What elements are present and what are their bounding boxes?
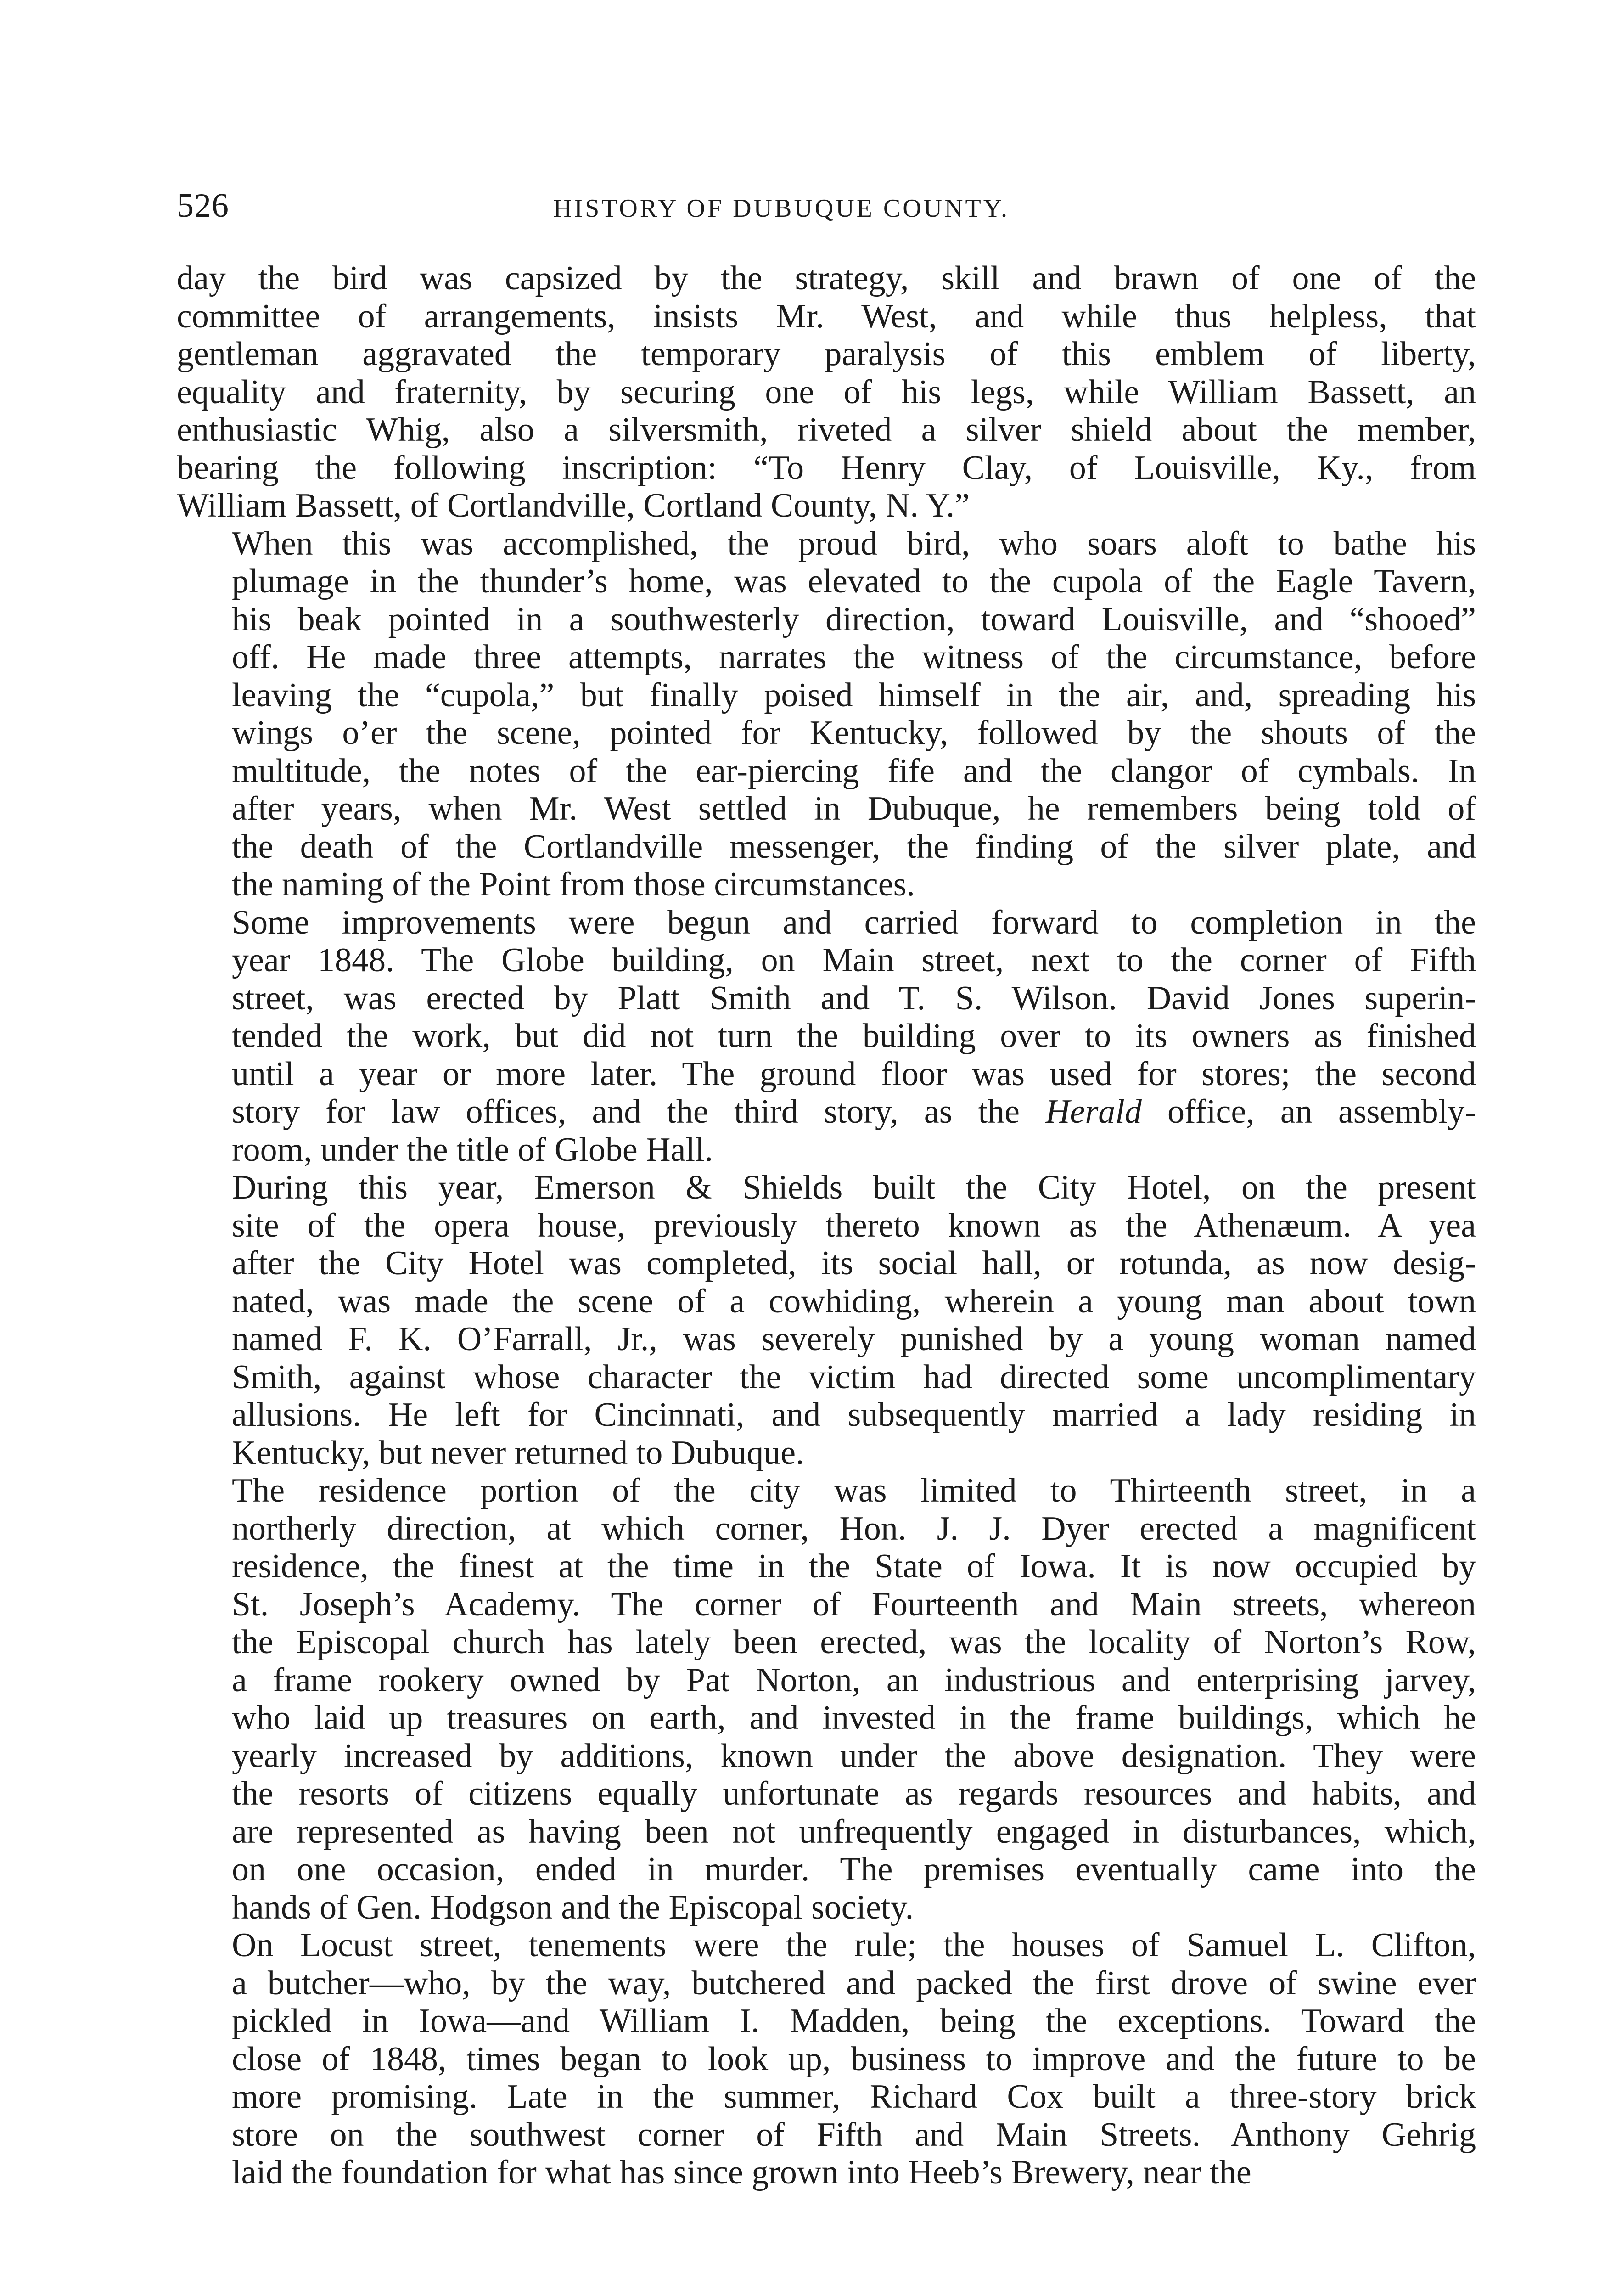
text-line: equality and fraternity, by securing one of his legs, while William Bassett, an <box>177 373 1476 411</box>
text-line: are represented as having been not unfrequently engaged in disturbances, which, <box>232 1812 1476 1851</box>
text-line: plumage in the thunder’s home, was elevated to the cupola of the Eagle Tavern, <box>232 563 1476 600</box>
text-line: store on the southwest corner of Fifth and Main Streets. Anthony Gehrig <box>232 2116 1476 2154</box>
text-line: Some improvements were begun and carried forward to completion in the <box>232 903 1476 941</box>
text-line: committee of arrangements, insists Mr. West, and while thus helpless, that <box>177 297 1476 335</box>
text-line: allusions. He left for Cincinnati, and subsequently married a lady residing in <box>232 1396 1476 1434</box>
text-line: after years, when Mr. West settled in Dubuque, he remembers being told of <box>232 790 1476 827</box>
paragraph <box>177 1169 1476 1472</box>
text-line: St. Joseph’s Academy. The corner of Fourteenth and Main streets, whereon <box>232 1585 1476 1623</box>
text-line: his beak pointed in a southwesterly direction, toward Louisville, and “shooed” <box>232 600 1476 638</box>
text-line: a frame rookery owned by Pat Norton, an industrious and enterprising jarvey, <box>232 1661 1476 1699</box>
text-line: hands of Gen. Hodgson and the Episcopal society. <box>232 1888 914 1926</box>
text-line: leaving the “cupola,” but finally poised himself in the air, and, spreading his <box>232 676 1476 714</box>
text-line: close of 1848, times began to look up, business to improve and the future to be <box>232 2040 1476 2078</box>
text-line: site of the opera house, previously thereto known as the Athenæum. A yea <box>232 1206 1476 1244</box>
text-line: bearing the following inscription: “To Henry Clay, of Louisville, Ky., from <box>177 449 1476 487</box>
text-line: residence, the finest at the time in the State of Iowa. It is now occupied by <box>232 1548 1476 1585</box>
text-line: after the City Hotel was completed, its social hall, or rotunda, as now desig- <box>232 1244 1476 1282</box>
text-line: northerly direction, at which corner, Hon. J. J. Dyer erected a magnificent <box>232 1509 1476 1548</box>
text-line: gentleman aggravated the temporary paralysis of this emblem of liberty, <box>177 335 1476 373</box>
text-line: pickled in Iowa—and William I. Madden, being the exceptions. Toward the <box>232 2002 1476 2040</box>
italic-title: Herald <box>1045 1093 1142 1131</box>
text-line: year 1848. The Globe building, on Main street, next to the corner of Fifth <box>232 941 1476 979</box>
paragraph <box>177 1472 1476 1926</box>
text-line: street, was erected by Platt Smith and T. S. Wilson. David Jones superin- <box>232 979 1476 1017</box>
paragraph <box>177 259 1476 525</box>
text-line: nated, was made the scene of a cowhiding, wherein a young man about town <box>232 1282 1476 1320</box>
text-line: a butcher—who, by the way, butchered and packed the first drove of swine ever <box>232 1964 1476 2002</box>
text-line: until a year or more later. The ground floor was used for stores; the second <box>232 1055 1476 1093</box>
text-line: named F. K. O’Farrall, Jr., was severely punished by a young woman named <box>232 1320 1476 1358</box>
running-title: HISTORY OF DUBUQUE COUNTY. <box>553 194 1010 223</box>
body-text <box>177 259 1476 2192</box>
text-line: When this was accomplished, the proud bird, who soars aloft to bathe his <box>232 524 1476 563</box>
text-line: On Locust street, tenements were the rule; the houses of Samuel L. Clifton, <box>232 1926 1476 1964</box>
text-line: more promising. Late in the summer, Richard Cox built a three-story brick <box>232 2078 1476 2116</box>
text-line: the death of the Cortlandville messenger, the finding of the silver plate, and <box>232 827 1476 866</box>
text-line: yearly increased by additions, known under the above designation. They were <box>232 1737 1476 1775</box>
text-line: the naming of the Point from those circumstances. <box>232 866 915 903</box>
text-line: on one occasion, ended in murder. The premises eventually came into the <box>232 1851 1476 1888</box>
text-line: William Bassett, of Cortlandville, Cortland County, N. Y.” <box>177 487 970 524</box>
text-line: enthusiastic Whig, also a silversmith, riveted a silver shield about the member, <box>177 411 1476 449</box>
text-line: the resorts of citizens equally unfortunate as regards resources and habits, and <box>232 1775 1476 1812</box>
text-line: wings o’er the scene, pointed for Kentucky, followed by the shouts of the <box>232 714 1476 752</box>
paragraph <box>177 525 1476 904</box>
text-line: room, under the title of Globe Hall. <box>232 1131 713 1169</box>
text-line: tended the work, but did not turn the building over to its owners as finished <box>232 1017 1476 1055</box>
text-line: laid the foundation for what has since grown into Heeb’s Brewery, near the <box>232 2154 1251 2191</box>
text-line: multitude, the notes of the ear-piercing fife and the clangor of cymbals. In <box>232 752 1476 790</box>
page-number: 526 <box>177 187 229 225</box>
text-line: day the bird was capsized by the strategy, skill and brawn of one of the <box>177 259 1476 297</box>
text-line: the Episcopal church has lately been erected, was the locality of Norton’s Row, <box>232 1623 1476 1661</box>
paragraph <box>177 904 1476 1169</box>
text-line: The residence portion of the city was limited to Thirteenth street, in a <box>232 1472 1476 1509</box>
text-line: off. He made three attempts, narrates the witness of the circumstance, before <box>232 638 1476 676</box>
text-line: During this year, Emerson & Shields built the City Hotel, on the present <box>232 1169 1476 1206</box>
text-line: Smith, against whose character the victim had directed some uncomplimentary <box>232 1358 1476 1396</box>
text-line: who laid up treasures on earth, and invested in the frame buildings, which he <box>232 1699 1476 1737</box>
running-head <box>177 183 1476 229</box>
paragraph <box>177 1926 1476 2192</box>
text-line: Kentucky, but never returned to Dubuque. <box>232 1434 804 1472</box>
text-line: story for law offices, and the third story, as the Herald office, an assembly- <box>232 1093 1476 1131</box>
